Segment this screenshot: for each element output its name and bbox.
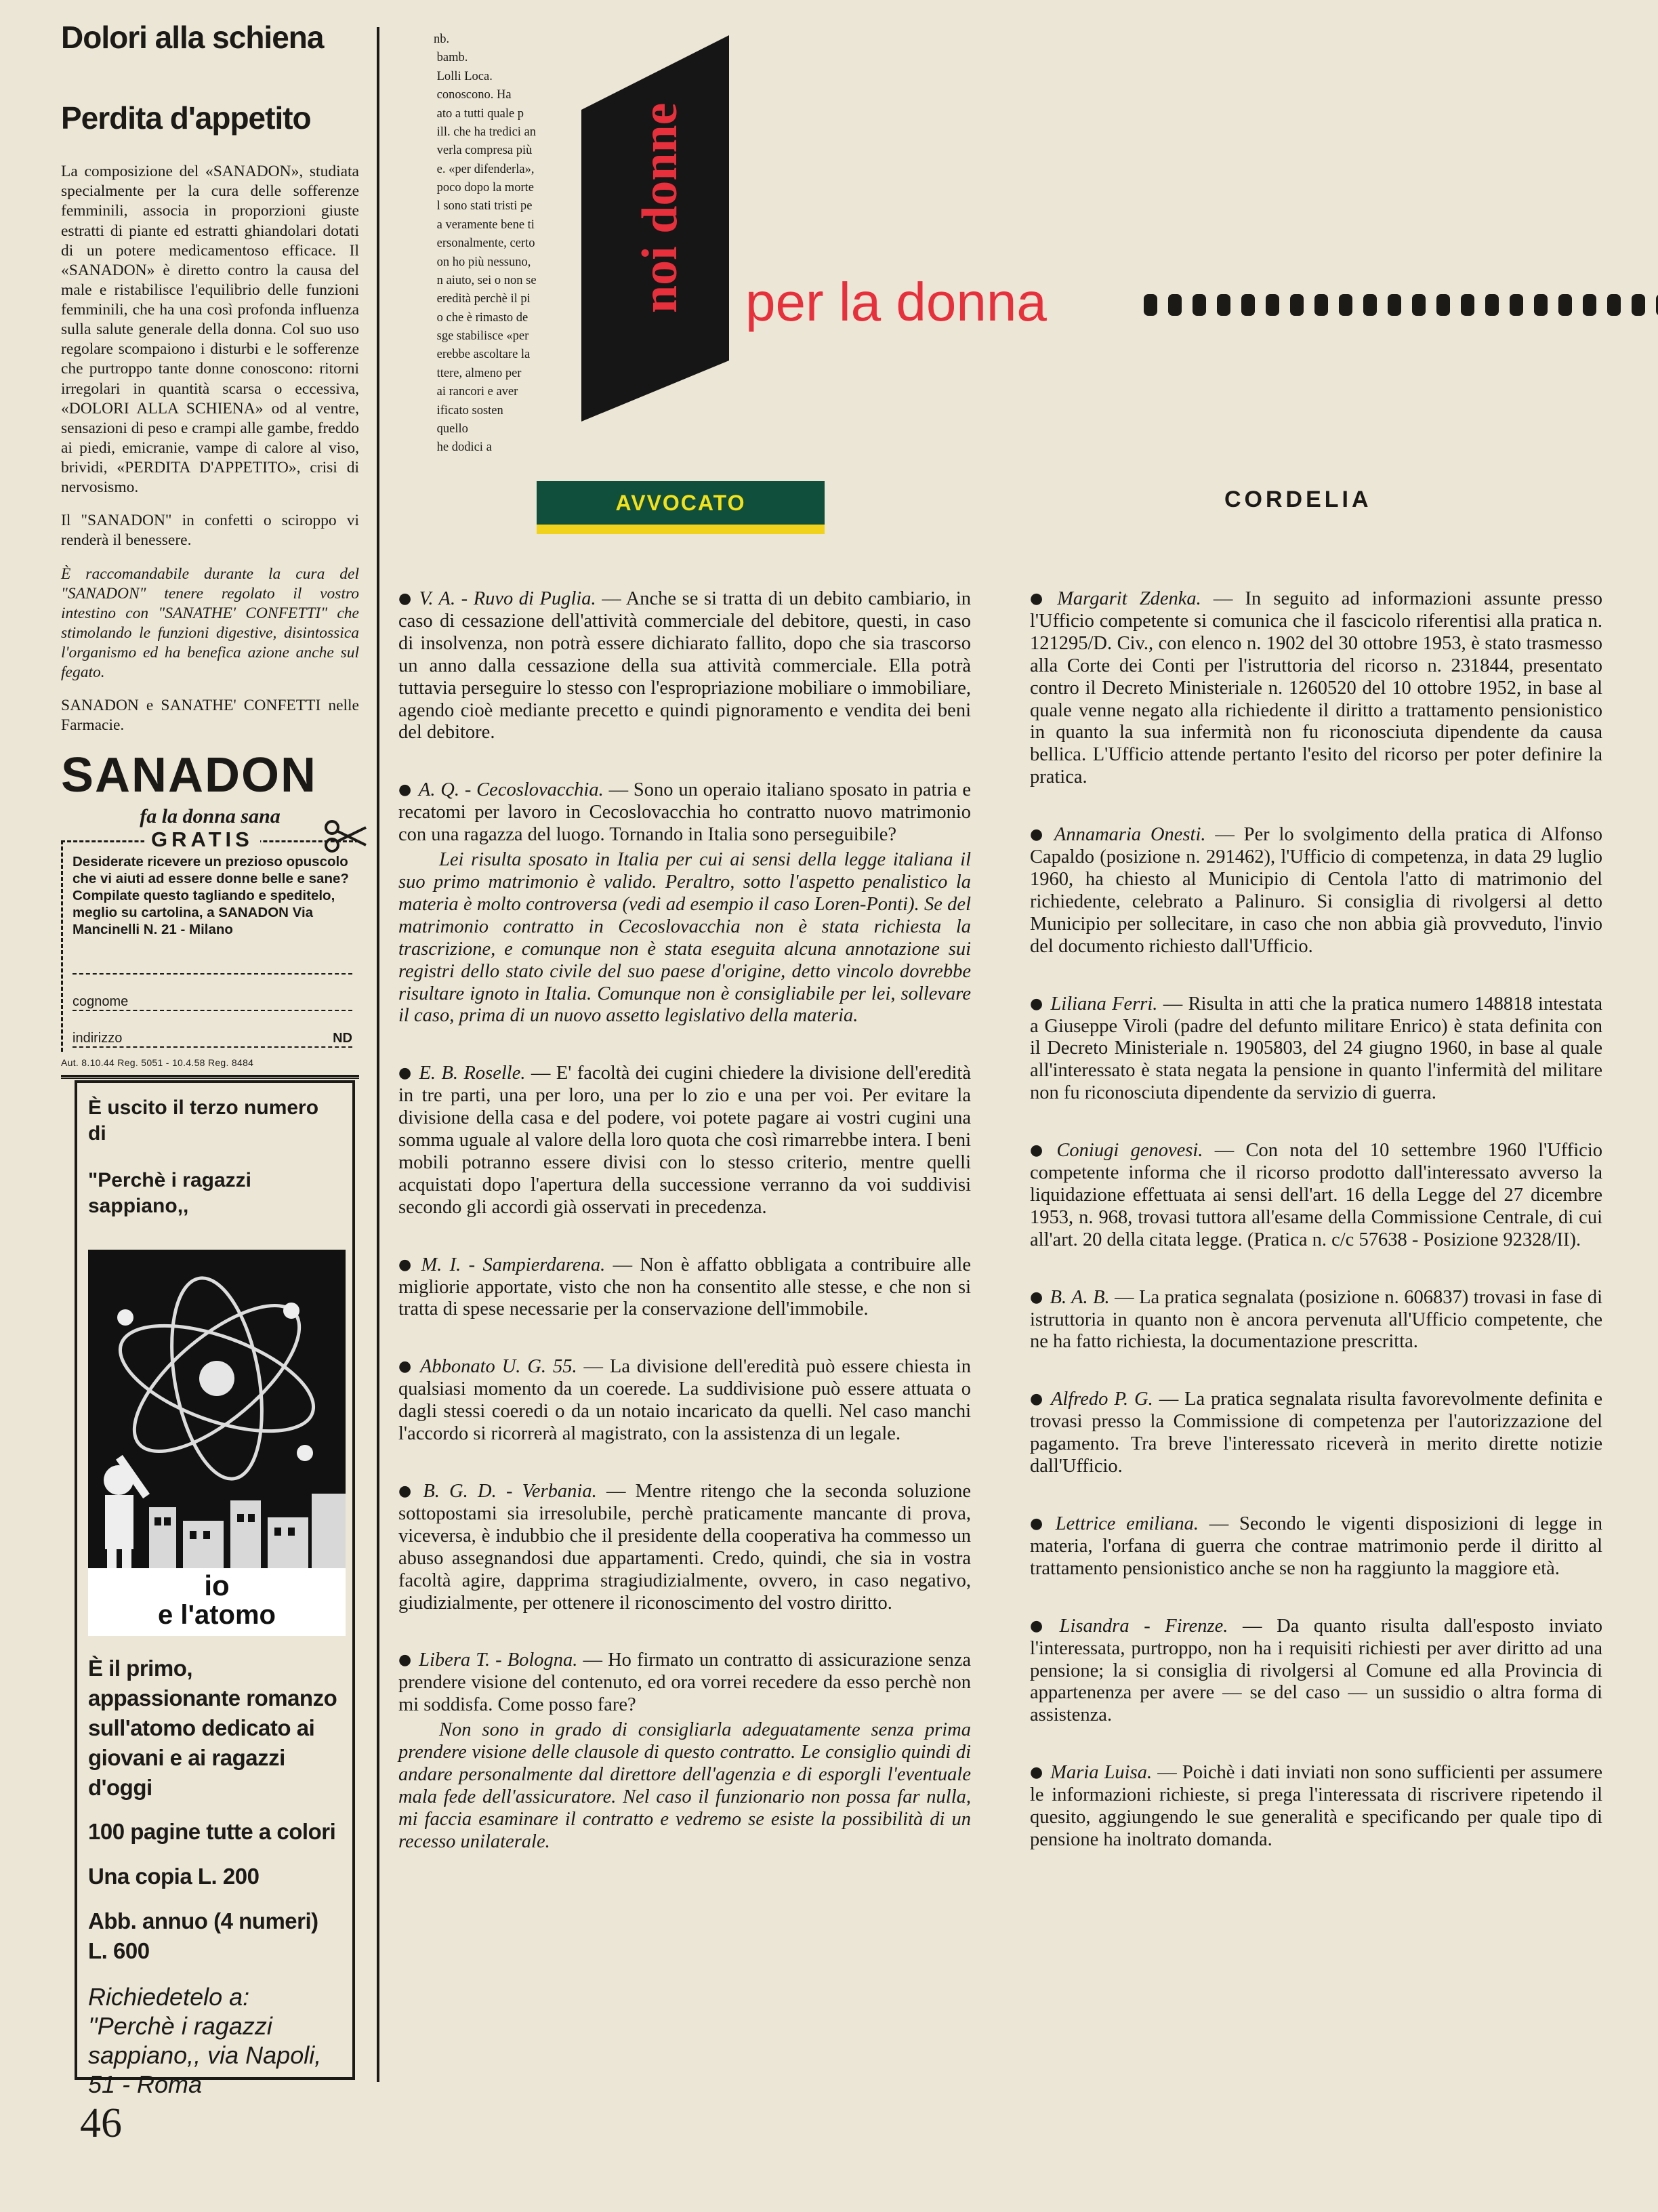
book-ad <box>75 1080 355 2099</box>
rule-dot <box>1461 294 1474 316</box>
letter-text: — La divisione dell'eredità può essere chiesta in qualsiasi momento da un coerede. La suddivisione può essere attuata o dagli stessi coeredi o da un notaio incaricato da quelli. Nel caso manchi l'accordo si ricorrerà al magistrato, con la assistenza di un legale. <box>398 1356 971 1445</box>
rule-dot <box>1314 294 1328 316</box>
divider <box>61 1075 359 1079</box>
correspondent-name: Liliana Ferri. <box>1050 993 1158 1015</box>
rule-dot <box>1607 294 1621 316</box>
letter-answer: Non sono in grado di consigliarla adeguatamente senza prima prendere visione delle clausole di questo contratto. Le consiglio quindi di andare personalmente dal direttore dell'agenzia e di esporgli l'eventuale mala fede dell'assicuratore. Nel caso il funzionario non possa far nulla, mi faccia esaminare il contratto e vedremo se esiste la possibilità di un recesso unilaterale. <box>398 1719 971 1852</box>
bullet-icon: ● <box>1030 1288 1043 1306</box>
letter-entry <box>1030 1389 1602 1478</box>
avvocato-column <box>398 588 971 1889</box>
correspondent-name: Alfredo P. G. <box>1050 1389 1153 1410</box>
book-cover-image <box>88 1250 346 1636</box>
page-number: 46 <box>80 2100 122 2146</box>
rule-dot <box>1485 294 1499 316</box>
book-description: È il primo, appassionante romanzo sull'atomo dedicato ai giovani e ai ragazzi d'oggi <box>88 1656 337 1800</box>
letter-entry <box>1030 824 1602 958</box>
bullet-icon: ● <box>1030 1391 1044 1408</box>
address-field[interactable] <box>72 1014 352 1048</box>
correspondent-name: Annamaria Onesti. <box>1054 824 1206 846</box>
section-title: per la donna <box>745 272 1047 332</box>
surname-label: cognome <box>72 994 129 1009</box>
letter-text: — La pratica segnalata (posizione n. 606837) trovasi in fase di istruttoria in quanto non è ancora pervenuta all'Ufficio competente, che ne ha fatto richiesta, la documentazione prescritta. <box>1030 1286 1602 1353</box>
blank-field[interactable] <box>72 941 352 975</box>
ad-headline-back-pain: Dolori alla schiena <box>61 20 324 55</box>
correspondent-name: Maria Luisa. <box>1050 1762 1153 1784</box>
letter-entry <box>1030 1616 1602 1727</box>
bullet-icon: ● <box>398 781 412 799</box>
cover-title-line1: io <box>204 1570 230 1601</box>
letter-text: — Con nota del 10 settembre 1960 l'Ufficio competente informa che il ricorso prodotto dall'interessato avverso la liquidazione effettuata ai sensi dell'art. 16 della Legge del 27 dicembre 1953, n. 968, trovasi tuttora all'esame della Commissione Centrale, di cui all'art. 20 della citata legge. (Pratica n. c/c 57638 - Posizione 92328/II). <box>1030 1140 1602 1250</box>
brand-tagline: fa la donna sana <box>140 804 281 827</box>
rule-dot <box>1193 294 1206 316</box>
bullet-icon: ● <box>1030 1764 1044 1782</box>
cover-title-line2: e l'atomo <box>158 1600 276 1630</box>
correspondent-name: A. Q. - Cecoslovacchia. <box>418 779 604 801</box>
rule-dot <box>1144 294 1157 316</box>
correspondent-name: B. A. B. <box>1050 1286 1110 1308</box>
letter-question <box>1030 1762 1602 1851</box>
letter-entry <box>398 1254 971 1322</box>
letter-text: — Risulta in atti che la pratica numero 148818 intestata a Giuseppe Viroli (padre del defunto militare Enrico) è stata definita con il Decreto Ministeriale n. 1905803, del 24 giugno 1960, in base al quale all'interessato è stata negata la pensione in quanto l'infermità del militare non fu riconosciuta dipendente da servizio di guerra. <box>1030 993 1602 1104</box>
letter-question <box>1030 1389 1602 1478</box>
correspondent-name: B. G. D. - Verbania. <box>423 1481 597 1502</box>
letter-entry <box>1030 994 1602 1105</box>
letter-answer: Lei risulta sposato in Italia per cui ai sensi della legge italiana il suo primo matrimonio è valido. Peraltro, sotto l'aspetto penalistico la materia è molto controversa (vedi ad esempio il caso Loren-Ponti). Se del matrimonio contratto in Cecoslovacchia non è stata richiesta la trascrizione, e comunque non è stata eseguita alcuna annotazione sui registri dello stato civile del suo paese d'origine, detto vincolo dovrebbe risultare ignoto in Italia. Comunque non è consigliabile per lei, sollevare il caso, prima di un nuovo assetto legislativo della materia. <box>398 849 971 1027</box>
correspondent-name: Libera T. - Bologna. <box>419 1650 578 1671</box>
sanadon-ad <box>61 20 359 1079</box>
cordelia-column <box>1030 588 1602 1887</box>
letter-text: — Mentre ritengo che la seconda soluzione sottopostami sia irresolubile, perchè praticamente mancante di prova, viceversa, è indubbio che il presidente della cooperativa ha commesso un abuso assegnandosi due appartamenti. Credo, quindi, che sia in vostra facoltà agire, dapprima stragiudizialmente, ovvero, in caso negativo, giudizialmente, per ottenere il riconoscimento del vostro diritto. <box>398 1481 971 1614</box>
rule-dot <box>1266 294 1279 316</box>
letter-question <box>1030 994 1602 1105</box>
letter-question <box>398 588 971 744</box>
ad-body-paragraph: La composizione del «SANADON», studiata specialmente per la cura delle sofferenze femminili, associa in proporzioni giuste estratti di piante ed estratti ghiandolari dotati di un potere medicamentoso efficace. Il «SANADON» è diretto contro la causa del male e ristabilisce l'equilibrio delle funzioni femminili, che ha una così profonda influenza sulla salute generale della donna. Col suo uso regolare scompaiono i disturbi e le sofferenze che purtroppo tante donne conoscono: ritorni irregolari in quantità scarsa o eccessiva, «DOLORI ALLA SCHIENA» od al ventre, sensazioni di peso e crampi alle gambe, freddo ai piedi, emicranie, vampe di calore al viso, brividi, «PERDITA D'APPETITO», crisi di nervosismo. <box>61 163 359 497</box>
correspondent-name: E. B. Roselle. <box>419 1063 526 1084</box>
correspondent-name: V. A. - Ruvo di Puglia. <box>419 588 596 609</box>
avvocato-label: AVVOCATO <box>537 481 825 534</box>
letter-entry <box>398 779 971 1027</box>
correspondent-name: M. I. - Sampierdarena. <box>421 1254 606 1275</box>
ad-headline-appetite: Perdita d'appetito <box>61 100 311 136</box>
bullet-icon: ● <box>1030 1515 1049 1532</box>
letter-text: — Poichè i dati inviati non sono sufficienti per assumere le informazioni richieste, si prega l'interessata di riscrivere ripetendo il quesito, aggiungendo le sue generalità e specificando per quale tipo di pensione ha inoltrato domanda. <box>1030 1762 1602 1850</box>
coupon-title: GRATIS <box>144 827 260 852</box>
clipped-text-fragment: nb. bamb. Lolli Loca. conoscono. Ha ato a tutti quale p ill. che ha tredici an verla compresa più e. «per difenderla», poco dopo la morte l sono stati tristi pe a veramente bene ti ersonalmente, certo on ho più nessuno, n aiuto, sei o non se eredità perchè il pi o che è rimasto de sge stabilisce «per erebbe ascoltare la ttere, almeno per ai rancori e aver ificato sosten quello he dodici a <box>434 33 537 455</box>
book-subscription: Abb. annuo (4 numeri) L. 600 <box>88 1908 318 1963</box>
bullet-icon: ● <box>1030 826 1048 844</box>
letter-question <box>1030 824 1602 958</box>
bullet-icon: ● <box>398 1358 413 1376</box>
letter-text: — Da quanto risulta dall'esposto inviato l'interessata, purtroppo, non ha i requisiti richiesti per aver diritto ad una pensione; la si consiglia di rivolgersi al Comune ed alla Provincia di appartenenza per avere — se del caso — un sussidio o altra forma di assistenza. <box>1030 1615 1603 1726</box>
ad-body-paragraph: SANADON e SANATHE' CONFETTI nelle Farmacie. <box>61 697 359 735</box>
authorization-note: Aut. 8.10.44 Reg. 5051 - 10.4.58 Reg. 8484 <box>61 1057 254 1068</box>
rule-dot <box>1436 294 1450 316</box>
letter-text: — Sono un operaio italiano sposato in patria e recatomi per lavoro in Cecoslovacchia ho contratto nuovo matrimonio con una ragazza del luogo. Tornando in Italia sono perseguibile? <box>398 779 971 846</box>
scissors-icon <box>324 819 367 853</box>
bullet-icon: ● <box>398 1652 413 1669</box>
noi-donne-logo <box>581 35 734 422</box>
book-ad-intro: È uscito il terzo numero di <box>88 1097 319 1145</box>
letter-text: — Non è affatto obbligata a contribuire alle migliorie apportate, visto che non ha consentito alle stesse, e che non si tratta di spese necessarie per la conservazione dell'immobile. <box>398 1254 972 1320</box>
book-price: Una copia L. 200 <box>88 1864 260 1889</box>
correspondent-name: Abbonato U. G. 55. <box>419 1356 577 1378</box>
correspondent-name: Lisandra - Firenze. <box>1059 1615 1228 1637</box>
letter-text: — Per lo svolgimento della pratica di Alfonso Capaldo (posizione n. 291462), l'Ufficio di competenza, in data 29 luglio 1960, ha chiesto al Municipio di Centola l'atto di matrimonio del richiedente, celebrato a Palinuro. Si consiglia di rivolgersi al detto Municipio per sollecitare, in caso che non abbia già provveduto, l'invio del documento richiesto dall'Ufficio. <box>1030 824 1602 957</box>
letter-entry <box>398 1063 971 1218</box>
bullet-icon: ● <box>398 590 413 607</box>
cordelia-label: CORDELIA <box>1224 487 1372 512</box>
rule-dot <box>1217 294 1230 316</box>
rule-dot <box>1558 294 1572 316</box>
rule-dot <box>1583 294 1596 316</box>
correspondent-name: Margarit Zdenka. <box>1057 588 1201 609</box>
letter-question <box>1030 1513 1602 1580</box>
correspondent-name: Lettrice emiliana. <box>1055 1513 1199 1534</box>
letter-question <box>398 1481 971 1614</box>
logo-text: noi donne <box>632 102 688 313</box>
rule-dot <box>1168 294 1182 316</box>
bullet-icon: ● <box>398 1256 415 1273</box>
rule-dot <box>1632 294 1645 316</box>
column-divider <box>377 27 379 2082</box>
letter-entry <box>1030 1513 1602 1580</box>
rule-dot <box>1510 294 1523 316</box>
bullet-icon: ● <box>1030 590 1051 607</box>
letter-question <box>398 1650 971 1717</box>
letter-question <box>398 779 971 846</box>
letter-text: — Secondo le vigenti disposizioni di legge in materia, l'orfana di guerra che contrae matrimonio perde il diritto al trattamento pensionistico anche se non ha raggiunto la maggiore età. <box>1030 1513 1602 1579</box>
letter-entry <box>1030 588 1602 789</box>
address-label: indirizzo <box>72 1030 123 1046</box>
letter-entry <box>1030 1287 1602 1354</box>
letter-question <box>1030 588 1602 789</box>
letter-text: — In seguito ad informazioni assunte presso l'Ufficio competente si comunica che il fascicolo riferentisi alla pratica n. 121295/D. Civ., con elenco n. 1902 del 30 ottobre 1953, è stato trasmesso alla Corte dei Conti per l'istruttoria del ricorso n. 231844, presentato contro il Decreto Ministeriale n. 1260520 del 10 ottobre 1952, in base al quale venne negato alla richiedente il diritto a trattamento pensionistico in quanto la sua infermità non fu riconosciuta dipendente da causa bellica. L'Ufficio attende pertanto l'esito del ricorso per poter definire la pratica. <box>1030 588 1602 788</box>
rule-dot <box>1363 294 1377 316</box>
rule-dot <box>1412 294 1426 316</box>
rule-dot <box>1339 294 1352 316</box>
letter-entry <box>398 588 971 744</box>
bullet-icon: ● <box>398 1065 413 1082</box>
brand-logo: SANADON <box>61 747 318 802</box>
bullet-icon: ● <box>1030 1617 1053 1635</box>
letter-question <box>1030 1140 1602 1252</box>
letter-entry <box>398 1650 971 1853</box>
rule-dot <box>1290 294 1304 316</box>
book-order-address: Richiedetelo a: ''Perchè i ragazzi sappiano,, via Napoli, 51 - Roma <box>88 1982 322 2099</box>
book-series-title: "Perchè i ragazzi sappiano,, <box>88 1169 251 1217</box>
letter-question <box>1030 1287 1602 1354</box>
letter-question <box>398 1254 971 1322</box>
bullet-icon: ● <box>398 1483 417 1500</box>
correspondent-name: Coniugi genovesi. <box>1056 1140 1203 1162</box>
letter-entry <box>1030 1140 1602 1252</box>
rule-dot <box>1534 294 1548 316</box>
bullet-icon: ● <box>1030 1142 1050 1160</box>
book-pages: 100 pagine tutte a colori <box>88 1819 336 1845</box>
ad-body <box>61 162 359 735</box>
dotted-rule <box>1138 290 1658 320</box>
ad-body-paragraph: È raccomandabile durante la cura del "SANADON" tenere regolato il vostro intestino con "SANATHE' CONFETTI" che stimolando le funzioni digestive, disintossica l'organismo ed ha benefica azione anche sul fegato. <box>61 565 359 682</box>
coupon-code: ND <box>333 1030 352 1046</box>
surname-field[interactable] <box>72 977 352 1011</box>
letter-question <box>398 1356 971 1446</box>
letter-text: — E' facoltà dei cugini chiedere la divisione dell'eredità in tre parti, una per loro, una per lo zio e una per voi. Per evitare la divisione della casa e del podere, voi potete pagare ai vostri cugini una somma uguale al valore della loro quota che così rimarrebbe intera. I beni mobili potranno essere divisi con lo stesso criterio, mentre quelli acquistati dopo l'apertura della successione verranno da voi suddivisi secondo gli accordi già osservati in precedenza. <box>398 1063 971 1218</box>
letter-text: — Ho firmato un contratto di assicurazione senza prendere visione del contenuto, ed ora vorrei recedere da esso perchè non mi soddisfa. Come posso fare? <box>398 1650 971 1716</box>
atom-illustration <box>88 1250 346 1636</box>
letter-question <box>1030 1616 1602 1727</box>
rule-dot <box>1241 294 1255 316</box>
letter-entry <box>1030 1762 1602 1851</box>
letter-text: — La pratica segnalata risulta favorevolmente definita e trovasi presso la Commissione di competenza per l'autorizzazione del pagamento. Tra breve l'interessato riceverà in merito dirette notizie dall'Ufficio. <box>1030 1389 1602 1477</box>
coupon[interactable] <box>61 827 359 1052</box>
rule-dot <box>1388 294 1401 316</box>
coupon-text: Desiderate ricevere un prezioso opuscolo che vi aiuti ad essere donne belle e sane? Compilate questo tagliando e speditelo, meglio su cartolina, a SANADON Via Mancinelli N. 21 - Milano <box>72 853 349 937</box>
letter-text: — Anche se si tratta di un debito cambiario, in caso di cessazione dell'attività commerciale del debitore, questi, in caso di insolvenza, non potrà essere dichiarato fallito, dopo che sia trascorso un anno dalla cessazione della sua attività commerciale. Ella potrà tuttavia perseguire lo stesso con l'espropriazione mobiliare o immobiliare, agendo cioè mediante precetto e quindi pignoramento e vendita dei beni del debitore. <box>398 588 971 743</box>
bullet-icon: ● <box>1030 995 1044 1012</box>
letter-question <box>398 1063 971 1218</box>
ad-body-paragraph: Il "SANADON" in confetti o sciroppo vi renderà il benessere. <box>61 512 359 550</box>
letter-entry <box>398 1481 971 1614</box>
letter-entry <box>398 1356 971 1446</box>
